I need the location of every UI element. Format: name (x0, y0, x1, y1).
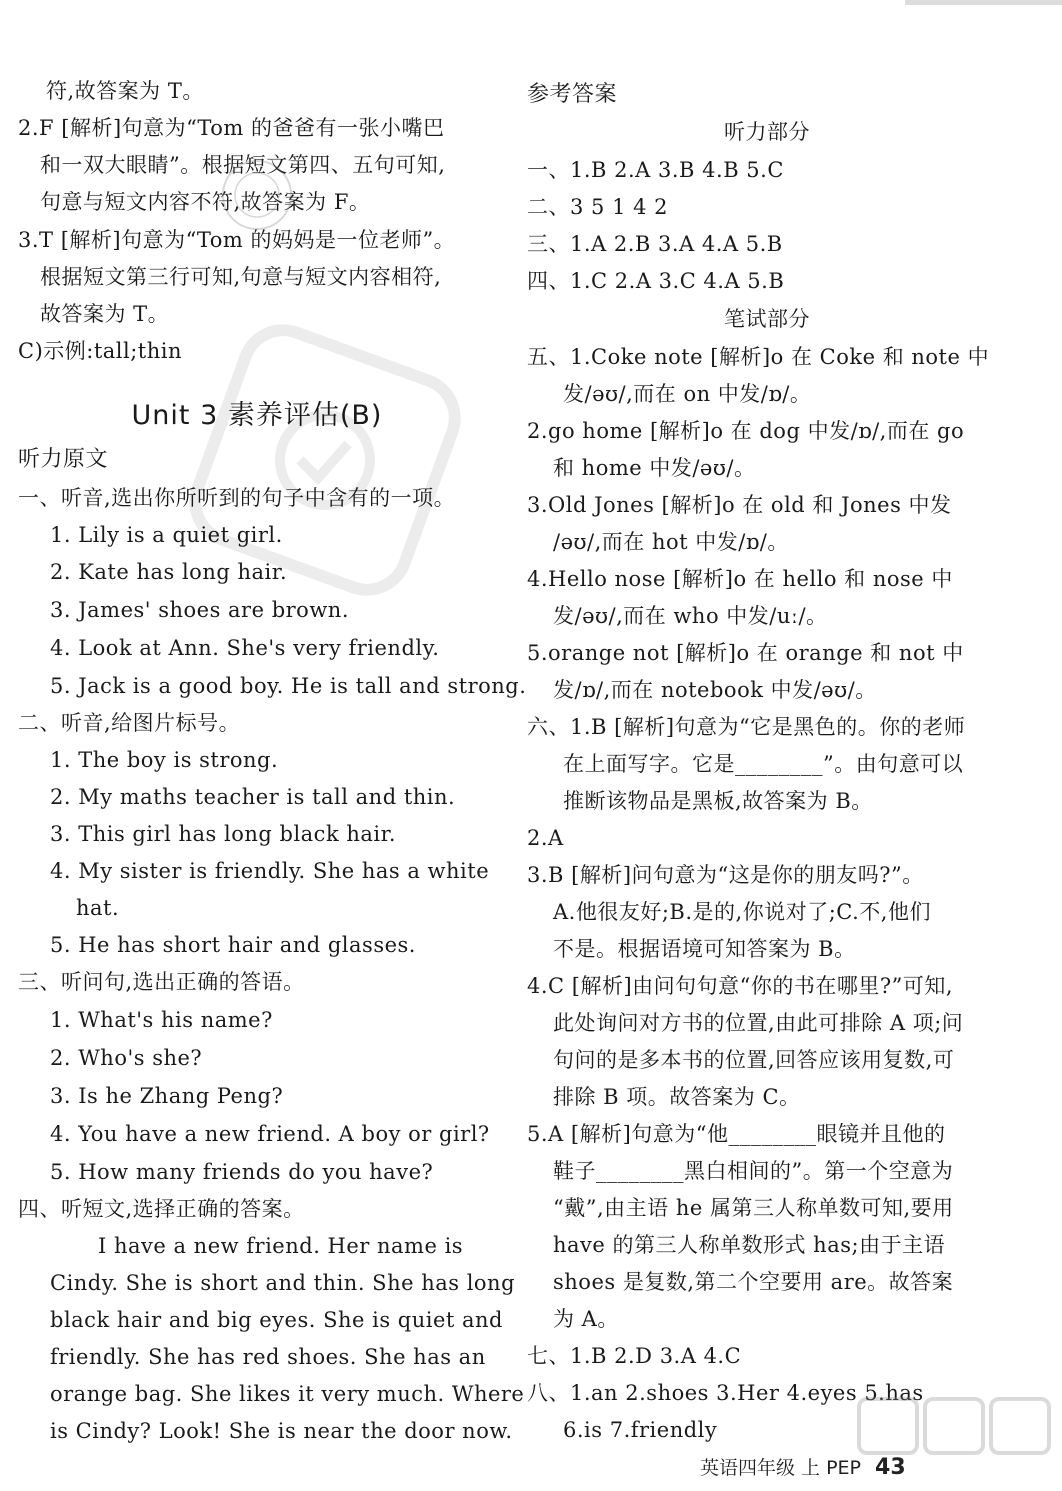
text-line: 故答案为 T。 (40, 302, 170, 326)
list-item: 4. Look at Ann. She's very friendly. (50, 636, 440, 660)
answer-line: 在上面写字。它是________”。由句意可以 (563, 752, 964, 776)
text-line: 句意与短文内容不符,故答案为 F。 (40, 190, 371, 214)
answer-line: shoes 是复数,第二个空要用 are。故答案 (553, 1270, 954, 1294)
text-line: 根据短文第三行可知,句意与短文内容相符, (40, 265, 442, 289)
text-line: C)示例:tall;thin (18, 339, 183, 363)
passage-line: orange bag. She likes it very much. Where (50, 1382, 525, 1406)
answer-line: 八、1.an 2.shoes 3.Her 4.eyes 5.has (527, 1381, 924, 1405)
passage-line: friendly. She has red shoes. She has an (50, 1345, 486, 1369)
written-part-heading: 笔试部分 (724, 307, 810, 331)
question-heading: 一、听音,选出你所听到的句子中含有的一项。 (18, 486, 456, 510)
question-heading: 四、听短文,选择正确的答案。 (18, 1197, 305, 1221)
answer-line: 四、1.C 2.A 3.C 4.A 5.B (527, 269, 785, 293)
list-item: 2. Who's she? (50, 1046, 203, 1070)
list-item: 4. You have a new friend. A boy or girl? (50, 1122, 490, 1146)
top-edge-strip (905, 0, 1062, 5)
answer-line: 七、1.B 2.D 3.A 4.C (527, 1344, 742, 1368)
list-item: 4. My sister is friendly. She has a white (50, 859, 490, 883)
answer-line: 5.A [解析]句意为“他________眼镜并且他的 (527, 1122, 946, 1146)
answer-line: 为 A。 (553, 1307, 619, 1331)
list-item: 5. He has short hair and glasses. (50, 933, 416, 957)
list-item: 3. James' shoes are brown. (50, 598, 350, 622)
answer-line: 此处询问对方书的位置,由此可排除 A 项;问 (553, 1011, 964, 1035)
unit-title: Unit 3 素养评估(B) (131, 400, 383, 431)
book-title: 英语四年级 上 PEP (700, 1457, 861, 1479)
list-item: 1. The boy is strong. (50, 748, 279, 772)
list-item: hat. (76, 896, 120, 920)
text-line: 3.T [解析]句意为“Tom 的妈妈是一位老师”。 (18, 228, 456, 252)
section-heading: 听力原文 (18, 447, 109, 472)
answer-line: 推断该物品是黑板,故答案为 B。 (563, 789, 873, 813)
answer-line: 和 home 中发/əʊ/。 (553, 456, 756, 480)
passage-line: is Cindy? Look! She is near the door now. (50, 1419, 513, 1443)
list-item: 2. My maths teacher is tall and thin. (50, 785, 456, 809)
answer-line: 6.is 7.friendly (563, 1418, 718, 1442)
answer-line: have 的第三人称单数形式 has;由于主语 (553, 1233, 946, 1257)
list-item: 1. What's his name? (50, 1008, 273, 1032)
answer-line: 5.orange not [解析]o 在 orange 和 not 中 (527, 641, 964, 665)
answer-line: 发/əʊ/,而在 on 中发/ɒ/。 (563, 382, 812, 406)
question-heading: 三、听问句,选出正确的答语。 (18, 970, 305, 994)
passage-line: black hair and big eyes. She is quiet and (50, 1308, 503, 1332)
text-line: 符,故答案为 T。 (46, 79, 204, 103)
text-line: 和一双大眼睛”。根据短文第四、五句可知, (40, 153, 446, 177)
answer-line: 五、1.Coke note [解析]o 在 Coke 和 note 中 (527, 345, 990, 369)
answer-line: A.他很友好;B.是的,你说对了;C.不,他们 (553, 900, 931, 924)
text-line: 2.F [解析]句意为“Tom 的爸爸有一张小嘴巴 (18, 116, 445, 140)
list-item: 5. How many friends do you have? (50, 1160, 434, 1184)
page-number: 43 (875, 1455, 906, 1480)
answer-line: “戴”,由主语 he 属第三人称单数可知,要用 (553, 1196, 954, 1220)
list-item: 5. Jack is a good boy. He is tall and strong. (50, 674, 527, 698)
passage-line: I have a new friend. Her name is (98, 1234, 464, 1258)
answer-line: 不是。根据语境可知答案为 B。 (553, 937, 856, 961)
answer-line: 发/əʊ/,而在 who 中发/uː/。 (553, 604, 828, 628)
answer-line: 3.B [解析]问句意为“这是你的朋友吗?”。 (527, 863, 924, 887)
list-item: 3. This girl has long black hair. (50, 822, 397, 846)
answer-line: 2.A (527, 826, 564, 850)
page-footer (700, 1453, 906, 1480)
answer-line: 4.C [解析]由问句句意“你的书在哪里?”可知, (527, 974, 954, 998)
list-item: 1. Lily is a quiet girl. (50, 523, 283, 547)
listening-part-heading: 听力部分 (724, 120, 810, 144)
answer-line: 三、1.A 2.B 3.A 4.A 5.B (527, 232, 783, 256)
answer-line: 鞋子________黑白相间的”。第一个空意为 (553, 1159, 954, 1183)
answer-line: 3.Old Jones [解析]o 在 old 和 Jones 中发 (527, 493, 952, 517)
answer-line: 排除 B 项。故答案为 C。 (553, 1085, 801, 1109)
answer-line: 2.go home [解析]o 在 dog 中发/ɒ/,而在 go (527, 419, 965, 443)
answer-line: 句问的是多本书的位置,回答应该用复数,可 (553, 1048, 955, 1072)
answer-line: 六、1.B [解析]句意为“它是黑色的。你的老师 (527, 715, 966, 739)
answer-line: 4.Hello nose [解析]o 在 hello 和 nose 中 (527, 567, 953, 591)
answer-line: /əʊ/,而在 hot 中发/ɒ/。 (553, 530, 789, 554)
question-heading: 二、听音,给图片标号。 (18, 711, 241, 735)
answer-line: 一、1.B 2.A 3.B 4.B 5.C (527, 158, 784, 182)
answer-line: 二、3 5 1 4 2 (527, 195, 669, 219)
list-item: 3. Is he Zhang Peng? (50, 1084, 284, 1108)
answer-line: 发/ɒ/,而在 notebook 中发/əʊ/。 (553, 678, 877, 702)
list-item: 2. Kate has long hair. (50, 560, 288, 584)
passage-line: Cindy. She is short and thin. She has long (50, 1271, 516, 1295)
answers-heading: 参考答案 (527, 82, 618, 107)
